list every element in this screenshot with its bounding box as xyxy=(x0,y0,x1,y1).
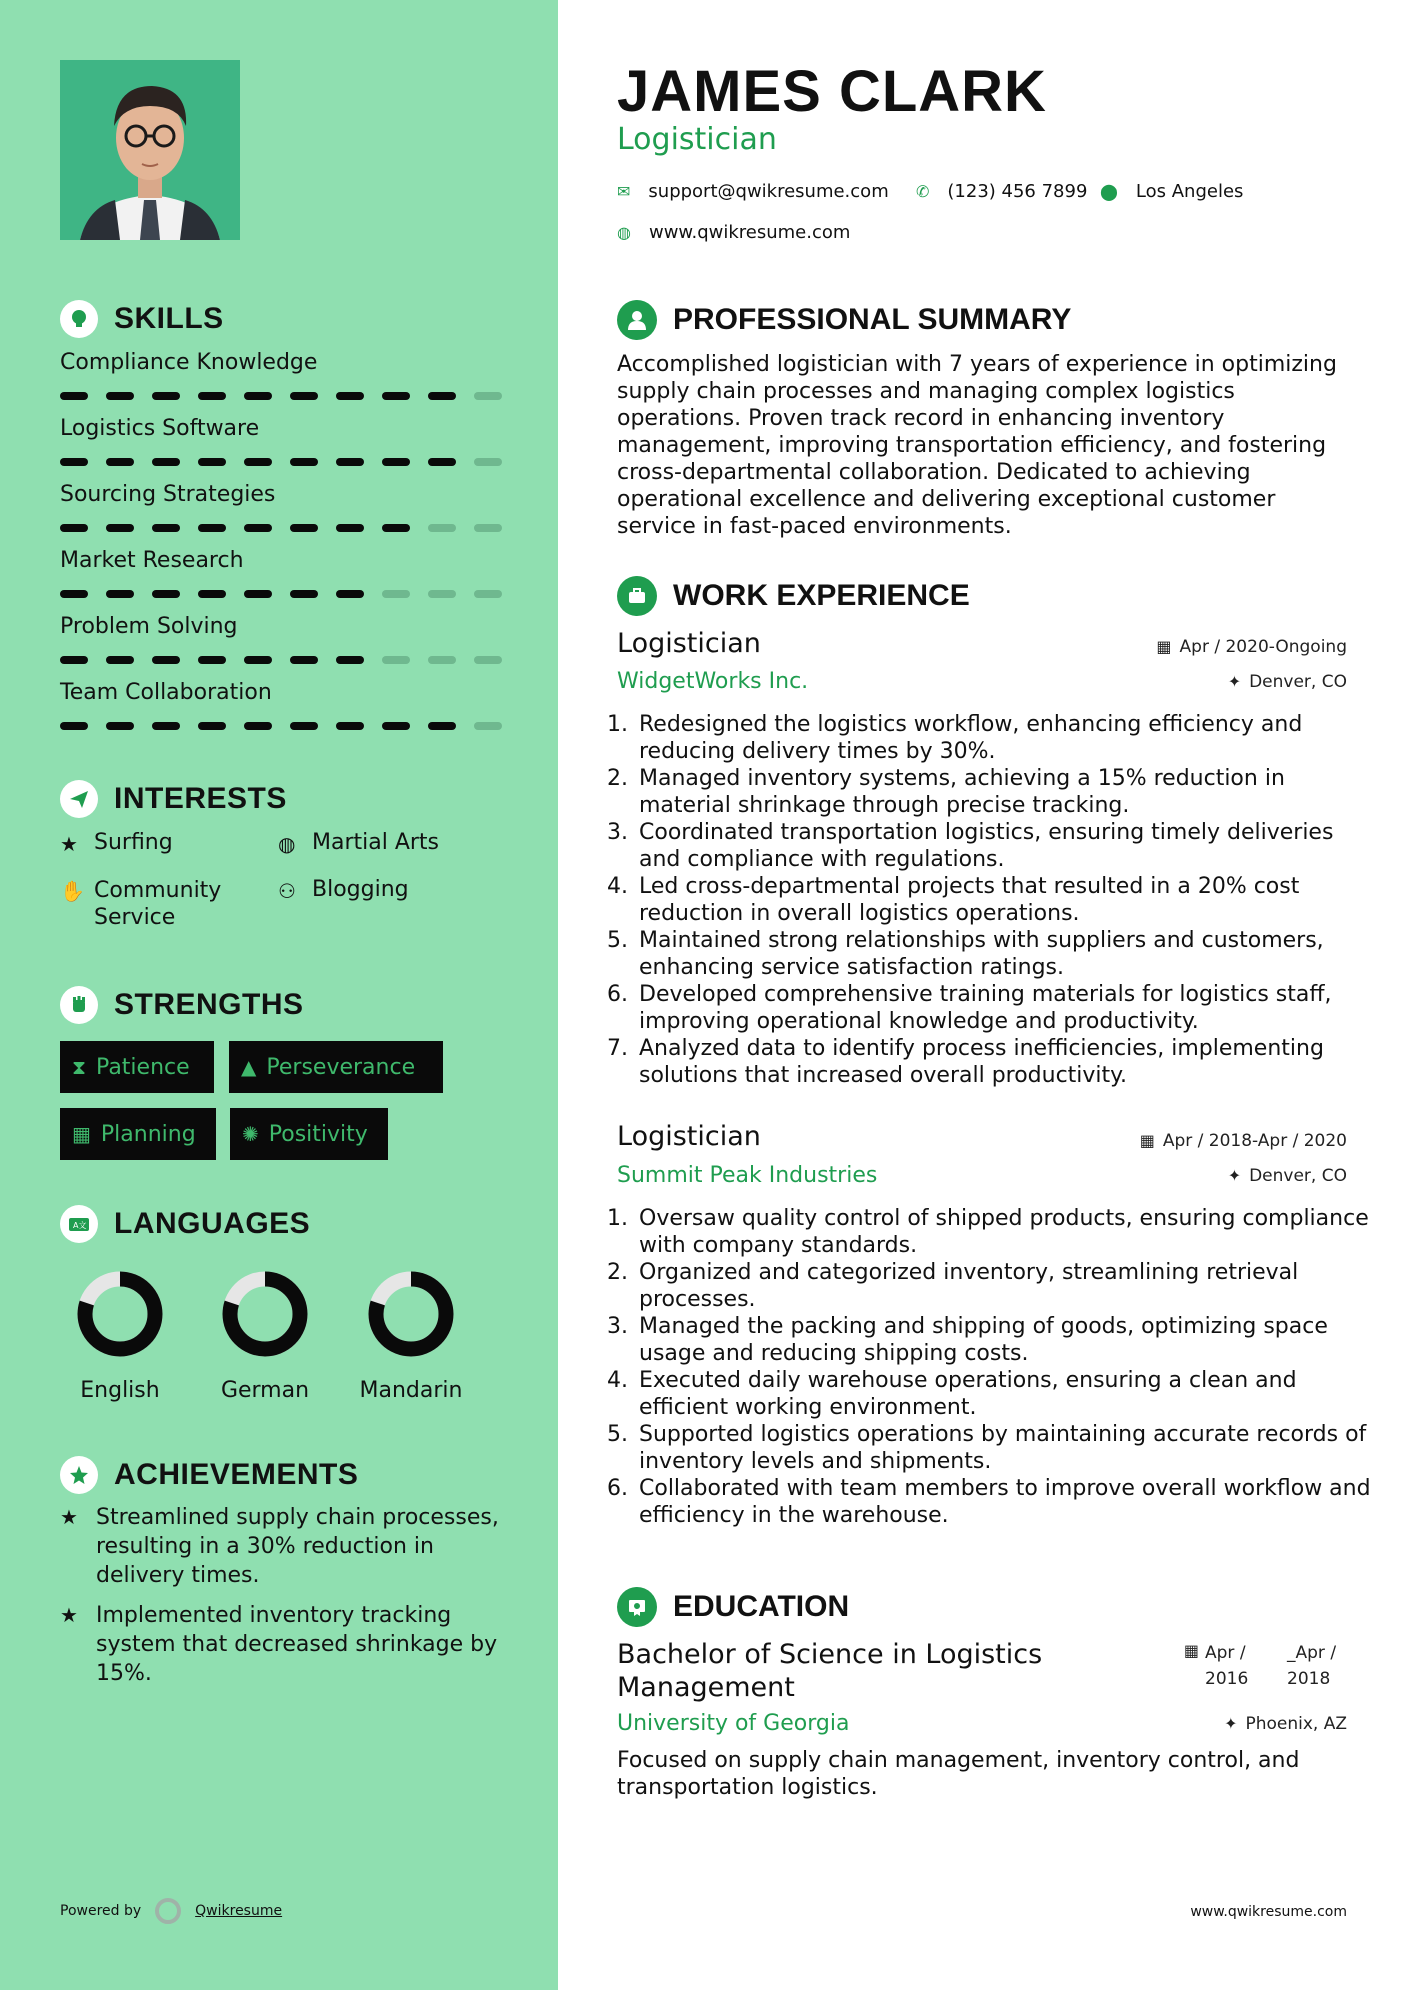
job-bullet: 3. Managed the packing and shipping of goods, optimizing space usage and reducing shipping costs. xyxy=(635,1313,1375,1367)
strength-label: Patience xyxy=(96,1054,190,1080)
interests-title: INTERESTS xyxy=(114,782,287,815)
job-bullet: 4. Led cross-departmental projects that resulted in a 20% cost reduction in overall logistics operations. xyxy=(635,873,1375,927)
skill-dash xyxy=(198,458,226,466)
edu-date-icon-wrap xyxy=(1184,1641,1207,1661)
job-bullet: 2. Managed inventory systems, achieving a 15% reduction in material shrinkage through precise tracking. xyxy=(635,765,1375,819)
experience-heading xyxy=(617,576,970,616)
interest-label: Martial Arts xyxy=(312,830,440,855)
interest-item xyxy=(60,830,173,858)
avatar xyxy=(60,60,240,240)
job-location xyxy=(1228,672,1347,692)
fist-icon xyxy=(60,986,98,1024)
location-text: Los Angeles xyxy=(1135,181,1244,202)
lightbulb-icon xyxy=(60,300,98,338)
skill-level-bar xyxy=(60,392,500,400)
skills-title: SKILLS xyxy=(114,302,224,335)
strength-badge xyxy=(230,1108,388,1160)
website-text[interactable]: www.qwikresume.com xyxy=(648,222,851,243)
skill-dash xyxy=(152,656,180,664)
skill-level-bar xyxy=(60,524,500,532)
language-item xyxy=(60,1268,180,1403)
skill-dash xyxy=(290,656,318,664)
skill-dash xyxy=(336,722,364,730)
job-title: Logistician xyxy=(617,628,761,659)
skill-dash xyxy=(106,524,134,532)
paper-plane-icon xyxy=(60,780,98,818)
skill-dash xyxy=(198,722,226,730)
skill-dash xyxy=(428,590,456,598)
skill-dash xyxy=(428,524,456,532)
language-name: English xyxy=(80,1378,160,1403)
skill-dash xyxy=(152,524,180,532)
envelope-icon: ✉ xyxy=(617,182,631,201)
pin-icon: ✦ xyxy=(1227,1166,1242,1185)
job-location xyxy=(1228,1166,1347,1186)
hourglass-icon: ⧗ xyxy=(72,1055,87,1079)
experience-title: WORK EXPERIENCE xyxy=(673,579,970,612)
skill-dash xyxy=(336,392,364,400)
strength-label: Planning xyxy=(100,1121,196,1147)
skill-dash xyxy=(106,392,134,400)
interest-item xyxy=(60,877,221,931)
language-item xyxy=(351,1268,471,1403)
calendar-icon: ▦ xyxy=(1183,1641,1199,1660)
skill-level-bar xyxy=(60,590,500,598)
skill-dash xyxy=(474,590,502,598)
skill-dash xyxy=(382,656,410,664)
shooting-star-icon: ★ xyxy=(60,1603,78,1627)
skill-level-bar xyxy=(60,656,500,664)
skill-dash xyxy=(198,524,226,532)
job-bullet: 3. Coordinated transportation logistics, ensuring timely deliveries and compliance with regulations. xyxy=(635,819,1375,873)
job-bullet: 1. Oversaw quality control of shipped products, ensuring compliance with company standards. xyxy=(635,1205,1375,1259)
job-bullet: 2. Organized and categorized inventory, streamlining retrieval processes. xyxy=(635,1259,1375,1313)
skill-dash xyxy=(244,590,272,598)
pin-icon: ✦ xyxy=(1227,672,1242,691)
job-dates-text: Apr / 2020-Ongoing xyxy=(1179,637,1347,657)
interest-item xyxy=(278,877,409,905)
language-item xyxy=(205,1268,325,1403)
edu-date-start: Apr / 2016 xyxy=(1205,1643,1249,1689)
skill-dash xyxy=(106,722,134,730)
skill-dash xyxy=(244,656,272,664)
job-bullet: 5. Maintained strong relationships with suppliers and customers, enhancing service satisfaction ratings. xyxy=(635,927,1375,981)
skill-name: Logistics Software xyxy=(60,416,260,441)
skill-dash xyxy=(152,590,180,598)
candidate-role: Logistician xyxy=(617,122,777,157)
job-bullet: 5. Supported logistics operations by maintaining accurate records of inventory levels and shipments. xyxy=(635,1421,1375,1475)
skill-dash xyxy=(382,458,410,466)
job-title: Logistician xyxy=(617,1121,761,1152)
map-pin-icon: ⬤ xyxy=(1100,182,1118,201)
education-heading xyxy=(617,1587,849,1627)
interest-item xyxy=(278,830,439,858)
degree-title: Bachelor of Science in Logistics Management xyxy=(617,1639,1043,1703)
skill-dash xyxy=(106,590,134,598)
calendar-icon: ▦ xyxy=(1156,637,1172,656)
skill-dash xyxy=(382,722,410,730)
job-bullets xyxy=(617,1205,1375,1529)
skill-item xyxy=(60,614,500,639)
calendar-icon: ▦ xyxy=(72,1122,91,1146)
skill-item xyxy=(60,680,500,705)
skill-dash xyxy=(474,524,502,532)
skill-item xyxy=(60,482,500,507)
strength-label: Positivity xyxy=(268,1121,368,1147)
strength-badge xyxy=(229,1041,443,1093)
skill-dash xyxy=(60,722,88,730)
skill-dash xyxy=(106,656,134,664)
skill-dash xyxy=(428,458,456,466)
skill-name: Sourcing Strategies xyxy=(60,482,276,507)
skill-dash xyxy=(428,656,456,664)
award-star-icon xyxy=(60,1456,98,1494)
sun-icon: ✺ xyxy=(242,1122,259,1146)
summary-heading xyxy=(617,300,1071,340)
skill-dash xyxy=(382,590,410,598)
globe-icon: ◍ xyxy=(617,223,631,242)
achievements-title: ACHIEVEMENTS xyxy=(114,1458,359,1491)
globe-icon: ◍ xyxy=(278,832,296,856)
candidate-name: JAMES CLARK xyxy=(617,59,1047,124)
skill-dash xyxy=(336,458,364,466)
road-icon: ▲ xyxy=(241,1055,257,1079)
skill-dash xyxy=(60,656,88,664)
skill-dash xyxy=(198,656,226,664)
contact-location xyxy=(1100,181,1243,202)
achievement-item xyxy=(60,1503,500,1590)
achievement-text: Streamlined supply chain processes, resulting in a 30% reduction in delivery times. xyxy=(96,1505,499,1588)
skill-dash xyxy=(290,590,318,598)
strength-label: Perseverance xyxy=(266,1054,416,1080)
graduation-icon xyxy=(617,1587,657,1627)
summary-title: PROFESSIONAL SUMMARY xyxy=(673,303,1072,336)
footer-website[interactable]: www.qwikresume.com xyxy=(1190,1904,1347,1920)
edu-location-text: Phoenix, AZ xyxy=(1245,1714,1347,1734)
user-icon xyxy=(617,300,657,340)
users-icon: ⚇ xyxy=(278,879,296,903)
skill-dash xyxy=(106,458,134,466)
skill-level-bar xyxy=(60,722,500,730)
profile-photo xyxy=(60,60,240,240)
language-donut xyxy=(74,1268,166,1360)
edu-date-end: _Apr / 2018 xyxy=(1287,1643,1337,1689)
achievement-item xyxy=(60,1601,500,1688)
skill-level-bar xyxy=(60,458,500,466)
skill-dash xyxy=(152,722,180,730)
education-title: EDUCATION xyxy=(673,1590,850,1623)
skill-dash xyxy=(428,722,456,730)
skill-item xyxy=(60,548,500,573)
powered-by xyxy=(60,1898,282,1924)
skill-name: Compliance Knowledge xyxy=(60,350,318,375)
achievements-heading xyxy=(60,1456,358,1494)
skill-dash xyxy=(428,392,456,400)
language-donut xyxy=(365,1268,457,1360)
skill-dash xyxy=(244,524,272,532)
strengths-heading xyxy=(60,986,304,1024)
language-name: German xyxy=(220,1378,310,1403)
phone-icon: ✆ xyxy=(916,182,930,201)
skill-name: Team Collaboration xyxy=(60,680,272,705)
skill-name: Market Research xyxy=(60,548,244,573)
job-dates xyxy=(1156,637,1347,657)
skill-dash xyxy=(60,590,88,598)
skill-dash xyxy=(382,392,410,400)
skill-dash xyxy=(382,524,410,532)
skill-dash xyxy=(152,458,180,466)
summary-text: Accomplished logistician with 7 years of experience in optimizing supply chain processes and managing complex logistics operations. Proven track record in enhancing inventory management, improving transportation efficiency, and fostering cross-departmental collaboration. Dedicated to achieving operational excellence and delivering exceptional customer service in fast-paced environments. xyxy=(617,352,1337,539)
skills-heading xyxy=(60,300,224,338)
skill-dash xyxy=(290,722,318,730)
skill-dash xyxy=(244,458,272,466)
skill-dash xyxy=(336,656,364,664)
skill-dash xyxy=(336,524,364,532)
job-bullet: 6. Collaborated with team members to improve overall workflow and efficiency in the warehouse. xyxy=(635,1475,1375,1529)
skill-dash xyxy=(290,458,318,466)
job-dates-text: Apr / 2018-Apr / 2020 xyxy=(1162,1131,1347,1151)
contact-website xyxy=(617,222,850,243)
skill-dash xyxy=(198,392,226,400)
interests-heading xyxy=(60,780,287,818)
achievement-text: Implemented inventory tracking system that decreased shrinkage by 15%. xyxy=(96,1603,498,1686)
job-bullet: 4. Executed daily warehouse operations, ensuring a clean and efficient working environment. xyxy=(635,1367,1375,1421)
job-bullets xyxy=(617,711,1375,1089)
powered-by-label: Powered by xyxy=(60,1903,142,1919)
briefcase-icon xyxy=(617,576,657,616)
job-location-text: Denver, CO xyxy=(1249,1166,1347,1186)
pin-icon: ✦ xyxy=(1224,1714,1238,1733)
skill-dash xyxy=(474,656,502,664)
job-bullet: 6. Developed comprehensive training materials for logistics staff, improving operational knowledge and productivity. xyxy=(635,981,1375,1035)
email-text[interactable]: support@qwikresume.com xyxy=(648,181,889,202)
skill-item xyxy=(60,350,500,375)
star-icon: ★ xyxy=(60,832,78,856)
language-name: Mandarin xyxy=(359,1378,463,1403)
language-icon xyxy=(60,1205,98,1243)
skill-dash xyxy=(336,590,364,598)
languages-title: LANGUAGES xyxy=(114,1207,311,1240)
contact-phone xyxy=(916,181,1087,202)
skill-item xyxy=(60,416,500,441)
shooting-star-icon: ★ xyxy=(60,1505,78,1529)
interest-label: Community Service xyxy=(94,878,222,930)
strength-badge xyxy=(60,1041,214,1093)
job-dates xyxy=(1140,1131,1347,1151)
education-description: Focused on supply chain management, inventory control, and transportation logistics. xyxy=(617,1748,1300,1800)
company-name: WidgetWorks Inc. xyxy=(617,669,809,694)
strengths-title: STRENGTHS xyxy=(114,988,304,1021)
qwikresume-logo-icon xyxy=(155,1898,181,1924)
languages-heading xyxy=(60,1205,310,1243)
job-location-text: Denver, CO xyxy=(1249,672,1347,692)
phone-text: (123) 456 7899 xyxy=(947,181,1088,202)
skill-dash xyxy=(290,524,318,532)
skill-dash xyxy=(60,458,88,466)
calendar-icon: ▦ xyxy=(1139,1131,1155,1150)
skill-dash xyxy=(244,392,272,400)
svg-text:A文: A文 xyxy=(73,1221,87,1230)
skill-dash xyxy=(290,392,318,400)
sidebar xyxy=(0,0,558,1990)
skill-dash xyxy=(244,722,272,730)
skill-dash xyxy=(474,722,502,730)
company-name: Summit Peak Industries xyxy=(617,1163,878,1188)
hand-icon: ✋ xyxy=(60,879,85,903)
skill-dash xyxy=(474,392,502,400)
school-name: University of Georgia xyxy=(617,1711,850,1736)
skill-dash xyxy=(198,590,226,598)
skill-dash xyxy=(474,458,502,466)
language-donut xyxy=(219,1268,311,1360)
qwikresume-link[interactable]: Qwikresume xyxy=(195,1903,283,1919)
skill-name: Problem Solving xyxy=(60,614,238,639)
skill-dash xyxy=(60,524,88,532)
job-bullet: 7. Analyzed data to identify process inefficiencies, implementing solutions that increased overall productivity. xyxy=(635,1035,1375,1089)
skill-dash xyxy=(152,392,180,400)
interest-label: Surfing xyxy=(94,830,173,855)
skill-dash xyxy=(60,392,88,400)
edu-location xyxy=(1224,1714,1347,1734)
contact-email xyxy=(617,181,889,202)
job-bullet: 1. Redesigned the logistics workflow, enhancing efficiency and reducing delivery times by 30%. xyxy=(635,711,1375,765)
strength-badge xyxy=(60,1108,216,1160)
interest-label: Blogging xyxy=(312,877,409,902)
